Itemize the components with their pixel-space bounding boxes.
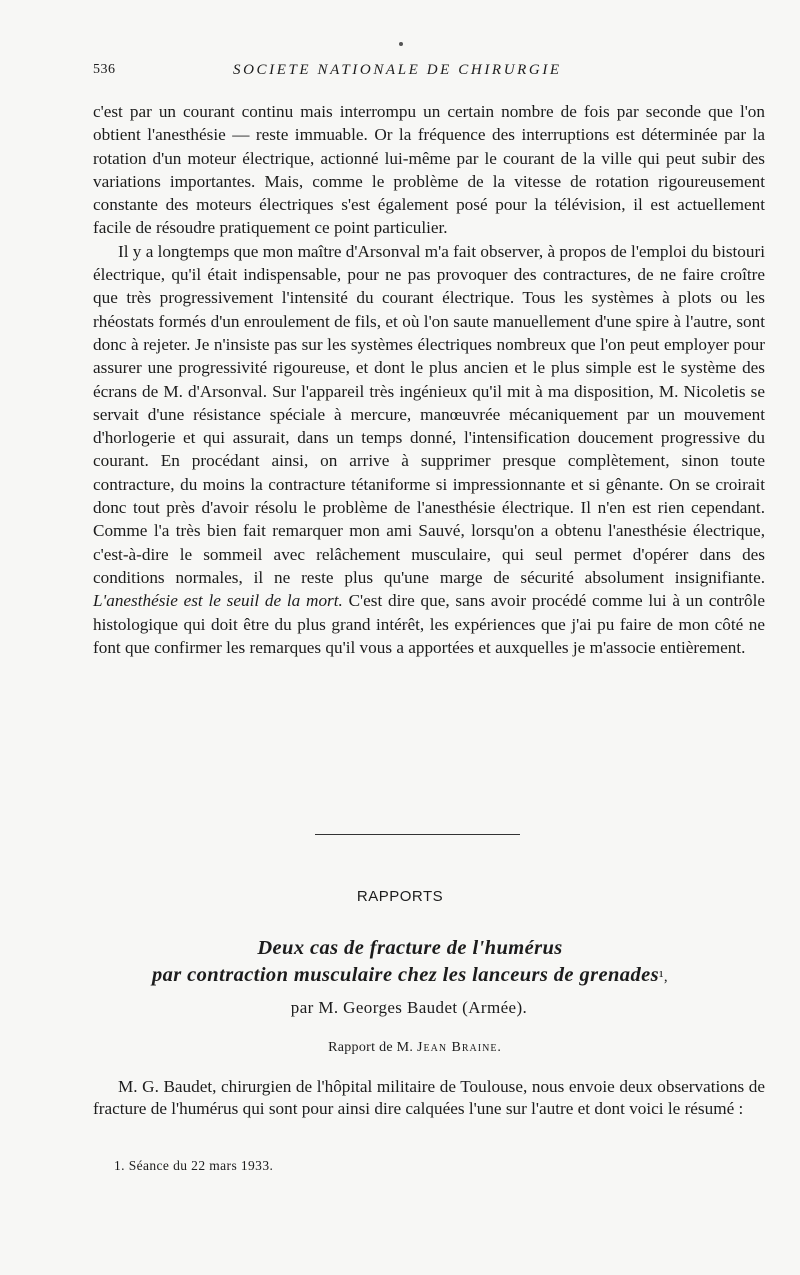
report-author: Jean Braine. — [417, 1040, 502, 1055]
paragraph-continuation: c'est par un courant continu mais interrompu un certain nombre de fois par seconde que l'on obtient l'anesthésie — reste immuable. Or la fréquence des interruptions est déterminée par la rotation d'un moteur électrique, actionné lui-même par le courant de la ville qui peut subir des variations importantes. Mais, comme le problème de la vitesse de rotation rigoureusement constante des moteurs électriques s'est également posé pour la télévision, il est actuellement facile de résoudre pratiquement ce point particulier. — [93, 102, 765, 238]
report-prefix: Rapport de M. — [328, 1040, 414, 1055]
paragraph-text-end: C'est dire que, sans avoir procédé comme lui à un contrôle histologique qui doit être du plus grand intérêt, les expériences que j'ai pu faire de mon côté ne font que confirmer les remarques qu'il vous a apportées et auxquelles je m'associe entièrement. — [93, 591, 766, 657]
byline: par M. Georges Baudet (Armée). — [290, 998, 528, 1017]
article-title-line-2: par contraction musculaire chez les lanceurs de grenades¹, — [151, 964, 669, 986]
italic-quote: L'anesthésie est le seuil de la mort. — [93, 591, 343, 611]
ink-speck — [399, 42, 403, 46]
body-text — [93, 100, 765, 659]
paragraph-text-start: Il y a longtemps que mon maître d'Arsonval m'a fait observer, à propos de l'emploi du bistouri électrique, qu'il était indispensable, pour ne pas provoquer des contractures, de ne faire croître que très progressivement l'intensité du courant électrique. Tous les systèmes à plots ou les rhéostats formés d'un enroulement de fils, et où l'on saute manuellement d'une spire à l'autre, sont donc à rejeter. Je n'insiste pas sur les systèmes électriques nombreux que l'on peut employer pour assurer une progressivité rigoureuse, et dont le plus ancien et le plus simple est le système des écrans de M. d'Arsonval. Sur l'appareil très ingénieux qu'il mit à ma disposition, M. Nicoletis se servait d'une résistance spéciale à mercure, manœuvrée mécaniquement par un mouvement d'horlogerie et qui assurait, dans un temps donné, l'intensification doucement progressive du courant. En procédant ainsi, on arrive à supprimer presque complètement, sinon toute contracture, du moins la contracture tétaniforme si impressionnante et si gênante. On se croirait donc tout près d'avoir résolu le problème de l'anesthésie électrique. Il n'en est rien cependant. Comme l'a très bien fait remarquer mon ami Sauvé, lorsqu'on a obtenu l'anesthésie électrique, c'est-à-dire le sommeil avec relâchement musculaire, qui seul permet d'opérer dans des conditions normales, il ne reste plus qu'une marge de sécurité absolument insignifiante. — [93, 241, 765, 587]
report-line — [0, 1040, 800, 1056]
footnote: 1. Séance du 22 mars 1933. — [114, 1158, 274, 1173]
paragraph-darsonval — [93, 240, 765, 659]
section-divider — [315, 834, 520, 835]
page-number: 536 — [93, 62, 116, 77]
article-title — [80, 935, 740, 991]
article-title-line-1: Deux cas de fracture de l'humérus — [257, 937, 563, 959]
footnote-marker: ¹, — [658, 969, 669, 985]
intro-paragraph: M. G. Baudet, chirurgien de l'hôpital militaire de Toulouse, nous envoie deux observations de fracture de l'humérus qui sont pour ainsi dire calquées l'une sur l'autre et dont voici le résumé : — [93, 1077, 765, 1118]
running-title: SOCIETE NATIONALE DE CHIRURGIE — [233, 62, 562, 78]
page-header — [93, 62, 723, 86]
section-heading: RAPPORTS — [356, 888, 444, 905]
